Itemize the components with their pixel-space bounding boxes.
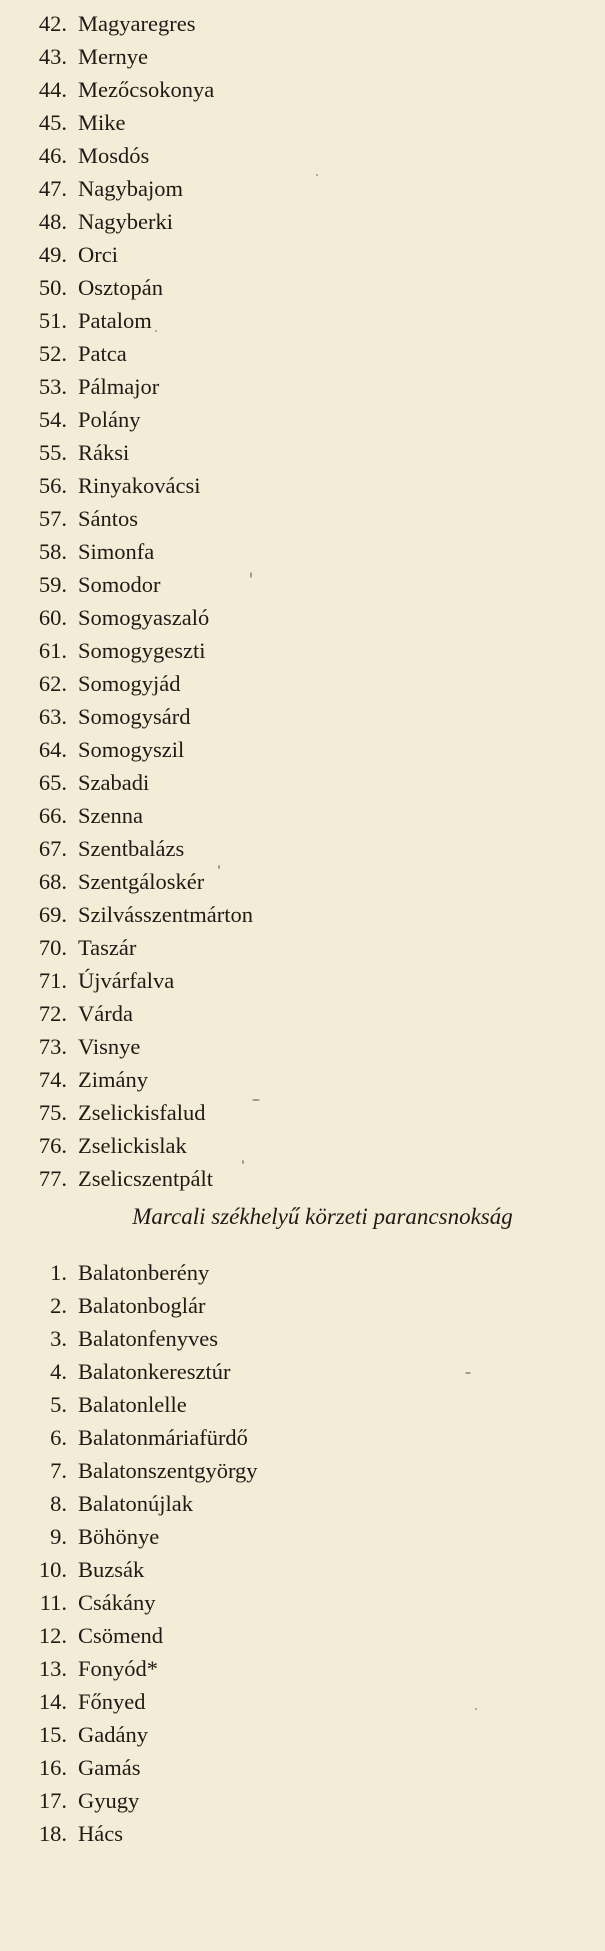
- entry-number: 53.: [38, 374, 67, 399]
- entry-number: 18.: [38, 1821, 67, 1846]
- entry-name: Balatonberény: [78, 1260, 210, 1285]
- list-entry: [0, 832, 605, 865]
- list-entry: [0, 1096, 605, 1129]
- list-entry: [0, 469, 605, 502]
- entry-number: 3.: [50, 1326, 67, 1351]
- entry-name: Balatonmáriafürdő: [78, 1425, 248, 1450]
- entry-name: Szabadi: [78, 770, 150, 795]
- list-entry: [0, 436, 605, 469]
- list-entry: [0, 700, 605, 733]
- entry-name: Buzsák: [78, 1557, 145, 1582]
- entry-number: 1.: [50, 1260, 67, 1285]
- entry-number: 56.: [38, 473, 67, 498]
- entry-name: Újvárfalva: [78, 968, 175, 993]
- entry-name: Nagybajom: [78, 176, 183, 201]
- entry-name: Hács: [78, 1821, 123, 1846]
- entry-name: Somogyszil: [78, 737, 185, 762]
- entry-number: 52.: [38, 341, 67, 366]
- entry-name: Gamás: [78, 1755, 141, 1780]
- entry-name: Zselickisfalud: [78, 1100, 206, 1125]
- entry-number: 46.: [38, 143, 67, 168]
- entry-name: Csömend: [78, 1623, 164, 1648]
- entry-name: Mezőcsokonya: [78, 77, 215, 102]
- entry-number: 67.: [38, 836, 67, 861]
- entry-name: Várda: [78, 1001, 133, 1026]
- list-entry: [0, 1553, 605, 1586]
- entry-name: Orci: [78, 242, 118, 267]
- municipality-list-continued: [0, 7, 605, 1195]
- entry-name: Taszár: [78, 935, 137, 960]
- list-entry: [0, 733, 605, 766]
- entry-number: 45.: [38, 110, 67, 135]
- entry-name: Szentbalázs: [78, 836, 185, 861]
- entry-number: 71.: [38, 968, 67, 993]
- list-entry: [0, 40, 605, 73]
- entry-number: 8.: [50, 1491, 67, 1516]
- entry-number: 44.: [38, 77, 67, 102]
- entry-number: 58.: [38, 539, 67, 564]
- entry-name: Zselicszentpált: [78, 1166, 213, 1191]
- entry-name: Sántos: [78, 506, 139, 531]
- entry-number: 12.: [38, 1623, 67, 1648]
- list-entry: [0, 898, 605, 931]
- list-entry: [0, 1487, 605, 1520]
- entry-number: 66.: [38, 803, 67, 828]
- entry-number: 50.: [38, 275, 67, 300]
- list-entry: [0, 1652, 605, 1685]
- entry-name: Rinyakovácsi: [78, 473, 201, 498]
- entry-number: 62.: [38, 671, 67, 696]
- list-entry: [0, 1619, 605, 1652]
- entry-name: Magyaregres: [78, 11, 196, 36]
- entry-number: 15.: [38, 1722, 67, 1747]
- list-entry: [0, 1685, 605, 1718]
- section-heading: Marcali székhelyű körzeti parancsnokság: [132, 1204, 513, 1229]
- entry-number: 63.: [38, 704, 67, 729]
- entry-number: 10.: [38, 1557, 67, 1582]
- paper-speck: [218, 865, 220, 869]
- list-entry: [0, 271, 605, 304]
- list-entry: [0, 304, 605, 337]
- entry-number: 75.: [38, 1100, 67, 1125]
- entry-number: 73.: [38, 1034, 67, 1059]
- entry-name: Balatonkeresztúr: [78, 1359, 231, 1384]
- entry-number: 7.: [50, 1458, 67, 1483]
- list-entry: [0, 238, 605, 271]
- list-entry: [0, 1162, 605, 1195]
- entry-name: Balatonfenyves: [78, 1326, 218, 1351]
- entry-name: Balatonszentgyörgy: [78, 1458, 258, 1483]
- paper-speck: [155, 330, 157, 332]
- entry-name: Osztopán: [78, 275, 163, 300]
- list-entry: [0, 403, 605, 436]
- list-entry: [0, 172, 605, 205]
- entry-name: Somogygeszti: [78, 638, 206, 663]
- list-entry: [0, 1718, 605, 1751]
- entry-number: 72.: [38, 1001, 67, 1026]
- entry-name: Somogyjád: [78, 671, 181, 696]
- entry-number: 47.: [38, 176, 67, 201]
- entry-name: Mosdós: [78, 143, 150, 168]
- entry-number: 42.: [38, 11, 67, 36]
- entry-name: Főnyed: [78, 1689, 146, 1714]
- list-entry: [0, 964, 605, 997]
- list-entry: [0, 601, 605, 634]
- list-entry: [0, 73, 605, 106]
- entry-number: 64.: [38, 737, 67, 762]
- entry-name: Böhönye: [78, 1524, 160, 1549]
- list-entry: [0, 1355, 605, 1388]
- list-entry: [0, 1256, 605, 1289]
- entry-number: 48.: [38, 209, 67, 234]
- list-entry: [0, 931, 605, 964]
- list-entry: [0, 667, 605, 700]
- entry-number: 43.: [38, 44, 67, 69]
- entry-number: 16.: [38, 1755, 67, 1780]
- entry-number: 54.: [38, 407, 67, 432]
- entry-number: 5.: [50, 1392, 67, 1417]
- entry-number: 74.: [38, 1067, 67, 1092]
- paper-speck: [465, 1372, 471, 1374]
- entry-name: Csákány: [78, 1590, 156, 1615]
- entry-name: Szilvásszentmárton: [78, 902, 253, 927]
- entry-name: Balatonboglár: [78, 1293, 206, 1318]
- list-entry: [0, 1784, 605, 1817]
- entry-number: 68.: [38, 869, 67, 894]
- entry-number: 4.: [50, 1359, 67, 1384]
- entry-number: 65.: [38, 770, 67, 795]
- entry-number: 70.: [38, 935, 67, 960]
- paper-speck: [252, 1099, 260, 1101]
- list-entry: [0, 370, 605, 403]
- list-entry: [0, 766, 605, 799]
- list-entry: [0, 997, 605, 1030]
- list-entry: [0, 1751, 605, 1784]
- list-entry: [0, 1520, 605, 1553]
- entry-number: 60.: [38, 605, 67, 630]
- entry-name: Gyugy: [78, 1788, 140, 1813]
- entry-name: Zimány: [78, 1067, 148, 1092]
- entry-name: Somogyaszaló: [78, 605, 210, 630]
- entry-name: Pálmajor: [78, 374, 160, 399]
- entry-name: Patalom: [78, 308, 152, 333]
- paper-speck: [242, 1160, 244, 1164]
- paper-speck: [250, 572, 252, 578]
- list-entry: [0, 799, 605, 832]
- list-entry: [0, 1289, 605, 1322]
- list-entry: [0, 865, 605, 898]
- entry-number: 9.: [50, 1524, 67, 1549]
- entry-number: 13.: [38, 1656, 67, 1681]
- entry-name: Nagyberki: [78, 209, 173, 234]
- entry-number: 49.: [38, 242, 67, 267]
- entry-name: Patca: [78, 341, 127, 366]
- entry-number: 76.: [38, 1133, 67, 1158]
- list-entry: [0, 634, 605, 667]
- municipality-list-marcali: [0, 1256, 605, 1850]
- list-entry: [0, 1129, 605, 1162]
- entry-name: Polány: [78, 407, 141, 432]
- list-entry: [0, 7, 605, 40]
- list-entry: [0, 1454, 605, 1487]
- list-entry: [0, 1322, 605, 1355]
- entry-name: Zselickislak: [78, 1133, 187, 1158]
- entry-name: Ráksi: [78, 440, 130, 465]
- entry-name: Balatonújlak: [78, 1491, 193, 1516]
- list-entry: [0, 1388, 605, 1421]
- entry-name: Visnye: [78, 1034, 141, 1059]
- entry-name: Balatonlelle: [78, 1392, 187, 1417]
- list-entry: [0, 139, 605, 172]
- list-entry: [0, 535, 605, 568]
- entry-number: 17.: [38, 1788, 67, 1813]
- entry-name: Simonfa: [78, 539, 155, 564]
- entry-name: Mernye: [78, 44, 148, 69]
- entry-number: 14.: [38, 1689, 67, 1714]
- entry-number: 6.: [50, 1425, 67, 1450]
- paper-speck: [475, 1708, 477, 1710]
- list-entry: [0, 1421, 605, 1454]
- entry-number: 55.: [38, 440, 67, 465]
- entry-number: 61.: [38, 638, 67, 663]
- list-entry: [0, 502, 605, 535]
- list-entry: [0, 106, 605, 139]
- list-entry: [0, 205, 605, 238]
- list-entry: [0, 337, 605, 370]
- entry-number: 77.: [38, 1166, 67, 1191]
- entry-name: Gadány: [78, 1722, 148, 1747]
- entry-name: Szenna: [78, 803, 143, 828]
- entry-name: Szentgáloskér: [78, 869, 205, 894]
- list-entry: [0, 1063, 605, 1096]
- entry-name: Mike: [78, 110, 126, 135]
- entry-number: 51.: [38, 308, 67, 333]
- paper-speck: [316, 174, 318, 176]
- entry-number: 2.: [50, 1293, 67, 1318]
- list-entry: [0, 1030, 605, 1063]
- entry-name: Somodor: [78, 572, 161, 597]
- entry-number: 59.: [38, 572, 67, 597]
- entry-number: 69.: [38, 902, 67, 927]
- entry-number: 57.: [38, 506, 67, 531]
- list-entry: [0, 1586, 605, 1619]
- list-entry: [0, 1817, 605, 1850]
- entry-number: 11.: [39, 1590, 67, 1615]
- entry-name: Fonyód*: [78, 1656, 159, 1681]
- entry-name: Somogysárd: [78, 704, 191, 729]
- list-entry: [0, 568, 605, 601]
